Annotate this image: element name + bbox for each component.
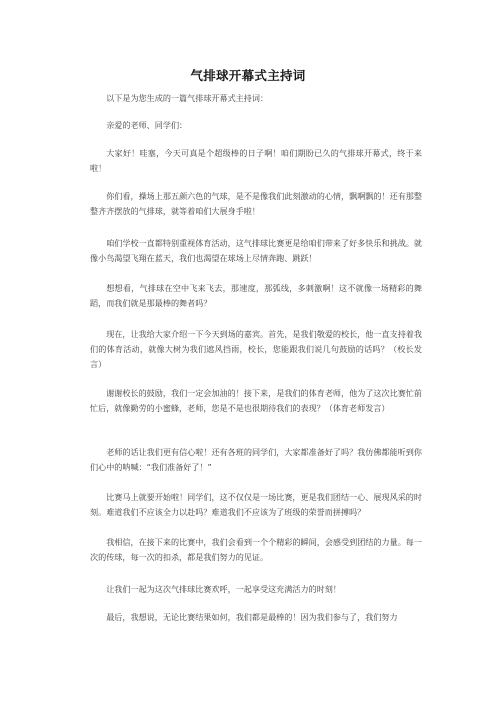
paragraph-match-start: 比赛马上就要开始啦！同学们，这不仅仅是一场比赛，更是我们团结一心、展现风采的时刻。难道我们不应该全力以赴吗？难道我们不应该为了班级的荣誉而拼搏吗？ [90,492,422,517]
paragraph-cheer: 让我们一起为这次气排球比赛欢呼，一起享受这充满活力的时刻！ [106,584,341,594]
paragraph-school: 咱们学校一直都特别重视体育活动，这气排球比赛更是给咱们带来了好多快乐和挑战。就像小鸟渴望飞翔在蓝天，我们也渴望在球场上尽情奔跑、跳跃！ [90,238,422,263]
paragraph-balloons: 你们看，操场上那五颜六色的气球，是不是像我们此刻激动的心情，飘啊飘的！还有那整整齐齐摆放的气排球，就等着咱们大展身手啦！ [90,191,422,216]
paragraph-intro: 以下是为您生成的一篇气排球开幕式主持词： [106,93,269,103]
document-title: 气排球开幕式主持词 [190,68,306,83]
paragraph-pe-teacher: 谢谢校长的鼓励，我们一定会加油的！接下来，是我们的体育老师，他为了这次比赛忙前忙后，就像勤劳的小蜜蜂，老师，您是不是也很期待我们的表现？（体育老师发言） [90,388,422,413]
paragraph-greeting: 亲爱的老师、同学们： [106,120,188,130]
paragraph-confidence: 老师的话让我们更有信心啦！还有各班的同学们，大家都准备好了吗？我仿佛都能听到你们心中的呐喊：“我们准备好了！” [90,447,422,472]
paragraph-closing: 最后，我想说，无论比赛结果如何，我们都是最棒的！因为我们参与了，我们努力 [106,612,398,622]
paragraph-imagine: 想想看，气排球在空中飞来飞去，那速度，那弧线，多刺激啊！这不就像一场精彩的舞蹈，而我们就是那最棒的舞者吗？ [90,283,422,308]
paragraph-opening: 大家好！哇塞，今天可真是个超级棒的日子啊！咱们期盼已久的气排球开幕式，终于来啦！ [90,148,422,173]
paragraph-principal: 现在，让我给大家介绍一下今天到场的嘉宾。首先，是我们敬爱的校长，他一直支持着我们的体育活动，就像大树为我们遮风挡雨，校长，您能跟我们说几句鼓励的话吗？（校长发言） [90,329,422,369]
paragraph-belief: 我相信，在接下来的比赛中，我们会看到一个个精彩的瞬间，会感受到团结的力量。每一次的传球，每一次的扣杀，都是我们努力的见证。 [90,537,422,562]
